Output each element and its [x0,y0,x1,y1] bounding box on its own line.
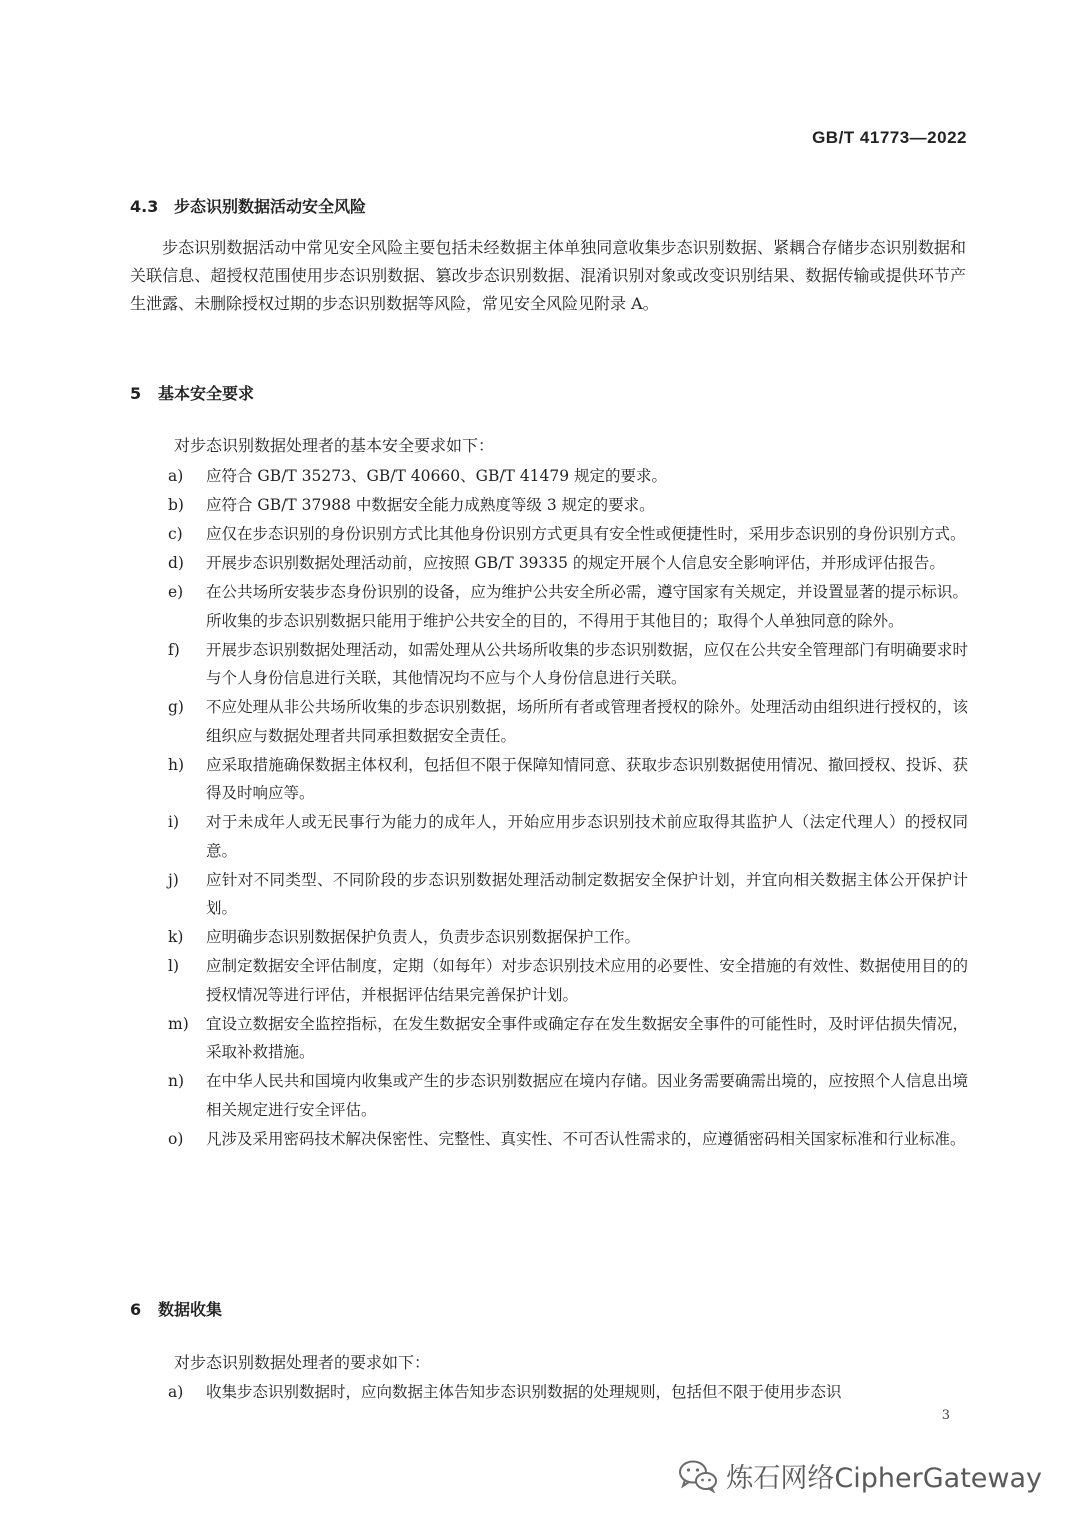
list-item [168,1010,968,1067]
section-6-requirements-list [168,1378,968,1407]
section-4-3-body [130,234,966,318]
list-item-text: 凡涉及采用密码技术解决保密性、完整性、真实性、不可否认性需求的，应遵循密码相关国家标准和行业标准。 [206,1129,966,1148]
section-number: 4.3 [130,197,159,216]
list-item-text: 收集步态识别数据时，应向数据主体告知步态识别数据的处理规则，包括但不限于使用步态识 [206,1383,842,1401]
section-number: 6 [130,1300,142,1319]
list-item-marker: b) [168,496,184,514]
list-item-text: 不应处理从非公共场所收集的步态识别数据，场所所有者或管理者授权的除外。处理活动由组织进行授权的，该组织应与数据处理者共同承担数据安全责任。 [206,698,968,745]
list-item-text: 应符合 GB/T 37988 中数据安全能力成熟度等级 3 规定的要求。 [206,496,655,514]
page-number: 3 [941,1408,950,1423]
list-item [168,866,968,923]
section-6-heading [130,1297,222,1320]
list-item-marker: e) [168,583,184,601]
list-item [168,549,968,578]
list-item-text: 应明确步态识别数据保护负责人，负责步态识别数据保护工作。 [206,928,641,946]
watermark-text: 炼石网络CipherGateway [726,1463,1042,1494]
list-item [168,491,968,520]
list-item-text: 应符合 GB/T 35273、GB/T 40660、GB/T 41479 规定的要求。 [206,467,668,485]
wechat-icon [678,1459,718,1493]
list-item-text: 开展步态识别数据处理活动，如需处理从公共场所收集的步态识别数据，应仅在公共安全管理部门有明确要求时与个人身份信息进行关联，其他情况均不应与个人身份信息进行关联。 [206,640,968,687]
list-item [168,1378,968,1407]
paragraph: 步态识别数据活动中常见安全风险主要包括未经数据主体单独同意收集步态识别数据、紧耦合存储步态识别数据和关联信息、超授权范围使用步态识别数据、篡改步态识别数据、混淆识别对象或改变识别结果、数据传输或提供环节产生泄露、未删除授权过期的步态识别数据等风险，常见安全风险见附录 A。 [130,238,966,313]
list-item [168,1067,968,1124]
list-item-marker: m) [168,1014,189,1033]
section-title: 基本安全要求 [158,384,255,403]
list-item [168,923,968,952]
list-item-text: 应制定数据安全评估制度，定期（如每年）对步态识别技术应用的必要性、安全措施的有效性、数据使用目的的授权情况等进行评估，并根据评估结果完善保护计划。 [206,957,968,1004]
list-item [168,952,968,1009]
section-title: 数据收集 [158,1300,223,1319]
section-6-intro: 对步态识别数据处理者的要求如下： [174,1353,431,1372]
list-item-marker: j) [168,870,179,889]
list-item-marker: o) [168,1129,184,1148]
list-item-text: 应采取措施确保数据主体权利，包括但不限于保障知情同意、获取步态识别数据使用情况、撤回授权、投诉、获得及时响应等。 [206,755,968,802]
list-item-marker: d) [168,554,184,572]
list-item-marker: f) [168,640,180,659]
section-5-requirements-list [168,462,968,1153]
section-5-heading [130,381,254,404]
list-item [168,636,968,693]
list-item-marker: l) [168,957,180,975]
list-item-marker: k) [168,928,184,946]
list-item-text: 对于未成年人或无民事行为能力的成年人，开始应用步态识别技术前应取得其监护人（法定代理人）的授权同意。 [206,813,968,860]
list-item [168,693,968,750]
list-item-text: 应仅在步态识别的身份识别方式比其他身份识别方式更具有安全性或便捷性时，采用步态识别的身份识别方式。 [206,525,966,543]
list-item [168,808,968,865]
list-item-marker: a) [168,467,184,485]
list-item-text: 应针对不同类型、不同阶段的步态识别数据处理活动制定数据安全保护计划，并宜向相关数据主体公开保护计划。 [206,870,968,917]
list-item-marker: n) [168,1072,185,1090]
list-item-text: 在中华人民共和国境内收集或产生的步态识别数据应在境内存储。因业务需要确需出境的，应按照个人信息出境相关规定进行安全评估。 [206,1072,968,1119]
list-item-text: 在公共场所安装步态身份识别的设备，应为维护公共安全所必需，遵守国家有关规定，并设置显著的提示标识。所收集的步态识别数据只能用于维护公共安全的目的，不得用于其他目的；取得个人单独同意的除外。 [206,583,968,630]
list-item-marker: a) [168,1383,184,1401]
list-item-text: 宜设立数据安全监控指标，在发生数据安全事件或确定存在发生数据安全事件的可能性时，及时评估损失情况，采取补救措施。 [206,1014,968,1061]
list-item-marker: i) [168,813,180,831]
section-number: 5 [130,384,142,403]
list-item-marker: c) [168,525,183,543]
section-4-3-heading [130,194,366,217]
list-item [168,1125,968,1154]
list-item-marker: g) [168,698,184,716]
list-item [168,578,968,635]
section-5-intro: 对步态识别数据处理者的基本安全要求如下： [174,436,495,455]
list-item [168,751,968,808]
list-item-text: 开展步态识别数据处理活动前，应按照 GB/T 39335 的规定开展个人信息安全影响评估，并形成评估报告。 [206,554,945,572]
section-title: 步态识别数据活动安全风险 [174,197,367,216]
list-item [168,520,968,549]
watermark [678,1456,1042,1495]
standard-number: GB/T 41773—2022 [812,128,967,147]
list-item [168,462,968,491]
list-item-marker: h) [168,755,185,774]
